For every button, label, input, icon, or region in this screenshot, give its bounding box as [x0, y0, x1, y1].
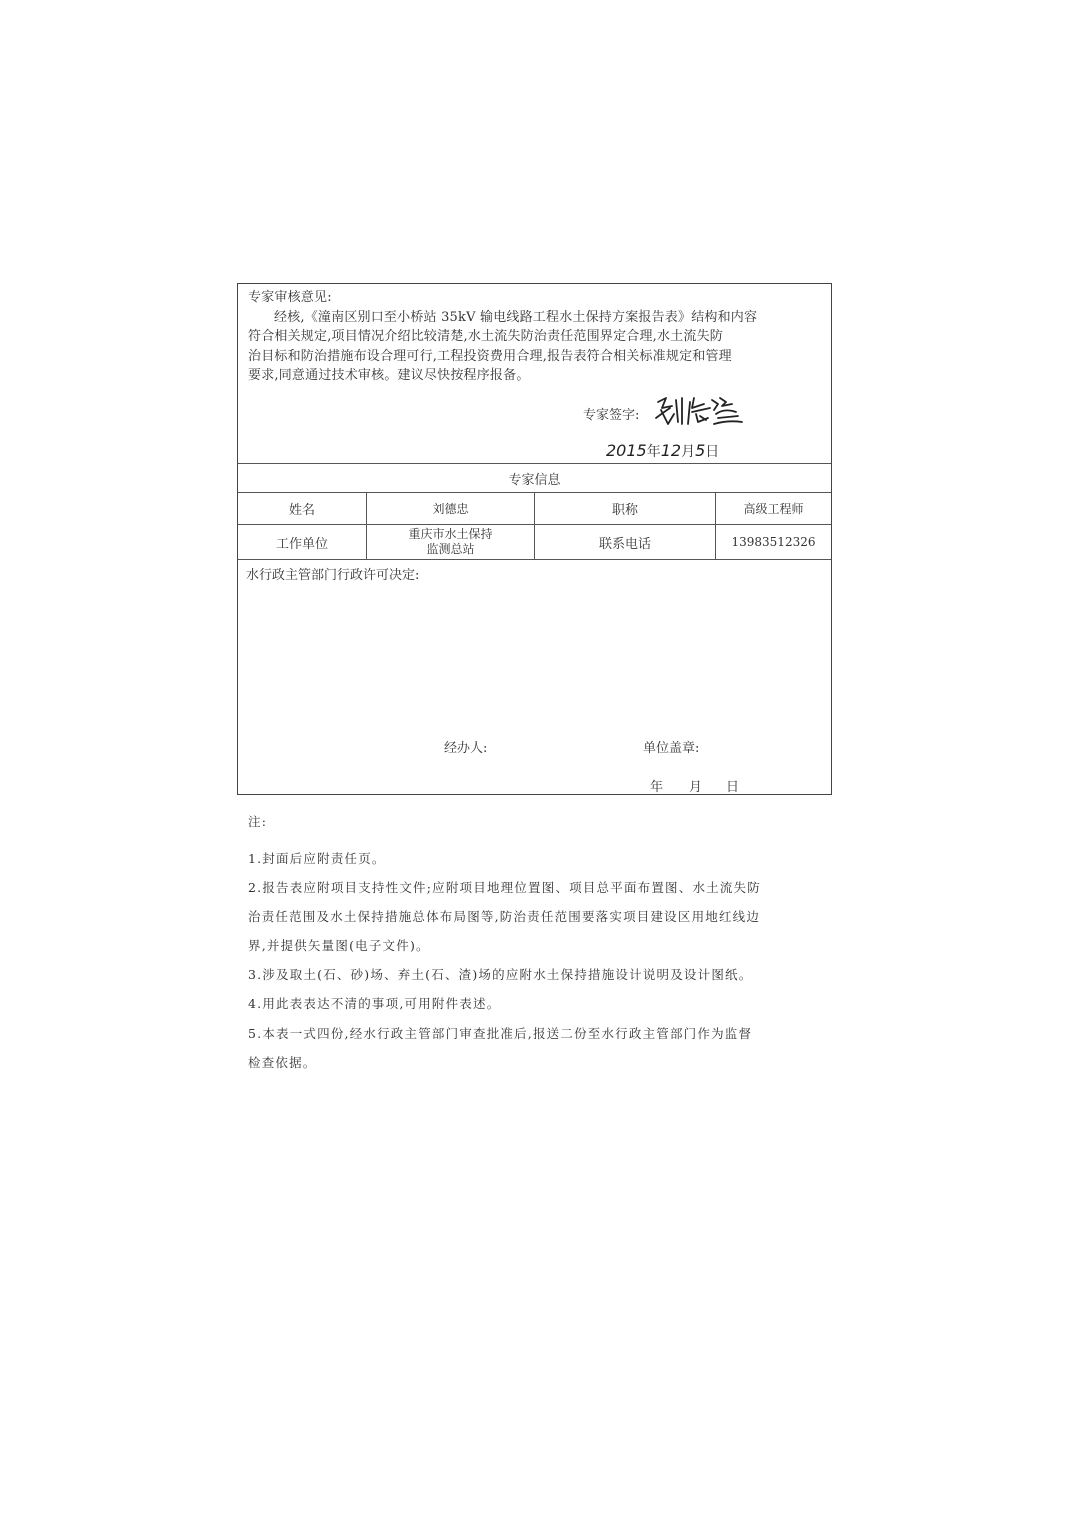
review-section [248, 288, 826, 386]
handwritten-signature [652, 394, 744, 430]
handler-label: 经办人: [444, 741, 488, 756]
note-line: 5.本表一式四份,经水行政主管部门审查批准后,报送二份至水行政主管部门作为监督 [248, 1026, 753, 1041]
note-line: 检查依据。 [248, 1055, 317, 1070]
unit-value [367, 525, 534, 559]
unit-value-line: 监测总站 [426, 542, 475, 556]
phone-label: 联系电话 [598, 536, 651, 552]
note-line: 4.用此表表达不清的事项,可用附件表述。 [248, 996, 501, 1011]
date-year: 2015 [606, 441, 647, 460]
column-divider [534, 493, 535, 559]
decision-month: 月 [689, 780, 703, 795]
note-line: 治责任范围及水土保持措施总体布局图等,防治责任范围要落实项目建设区用地红线边 [248, 909, 761, 924]
title-label: 职称 [611, 503, 638, 518]
review-date [606, 441, 719, 461]
review-line: 治目标和防治措施布设合理可行,工程投资费用合理,报告表符合相关标准规定和管理 [248, 348, 732, 364]
note-line: 3.涉及取土(石、砂)场、弃土(石、渣)场的应附水土保持措施设计说明及设计图纸。 [248, 967, 753, 982]
date-year-char: 年 [646, 444, 661, 460]
review-line: 经核,《潼南区别口至小桥站 35kV 输电线路工程水土保持方案报告表》结构和内容 [274, 309, 758, 325]
decision-year: 年 [650, 780, 664, 795]
note-line: 1.封面后应附责任页。 [248, 851, 386, 866]
review-line: 要求,同意通过技术审核。建议尽快按程序报备。 [248, 368, 530, 383]
divider [238, 559, 831, 560]
signature-label: 专家签字: [583, 408, 640, 423]
unit-value-line: 重庆市水土保持 [408, 527, 493, 541]
seal-label: 单位盖章: [643, 741, 700, 756]
date-month-char: 月 [681, 444, 696, 460]
note-line: 2.报告表应附项目支持性文件;应附项目地理位置图、项目总平面布置图、水土流失防 [248, 880, 761, 895]
form-table [237, 283, 832, 795]
name-value: 刘德忠 [432, 502, 469, 516]
decision-day: 日 [726, 780, 740, 795]
review-heading: 专家审核意见: [248, 290, 332, 305]
expert-info-title: 专家信息 [508, 472, 561, 488]
name-label: 姓名 [288, 503, 315, 518]
date-month: 12 [660, 441, 682, 460]
column-divider [366, 493, 367, 559]
column-divider [715, 493, 716, 559]
decision-heading: 水行政主管部门行政许可决定: [246, 568, 420, 583]
date-day-char: 日 [705, 444, 720, 460]
date-day: 5 [695, 441, 706, 460]
notes-heading: 注: [248, 814, 268, 829]
unit-label: 工作单位 [275, 536, 328, 552]
note-line: 界,并提供矢量图(电子文件)。 [248, 938, 430, 953]
title-value: 高级工程师 [743, 502, 804, 516]
review-line: 符合相关规定,项目情况介绍比较清楚,水土流失防治责任范围界定合理,水土流失防 [248, 329, 723, 344]
phone-value: 13983512326 [731, 535, 816, 549]
